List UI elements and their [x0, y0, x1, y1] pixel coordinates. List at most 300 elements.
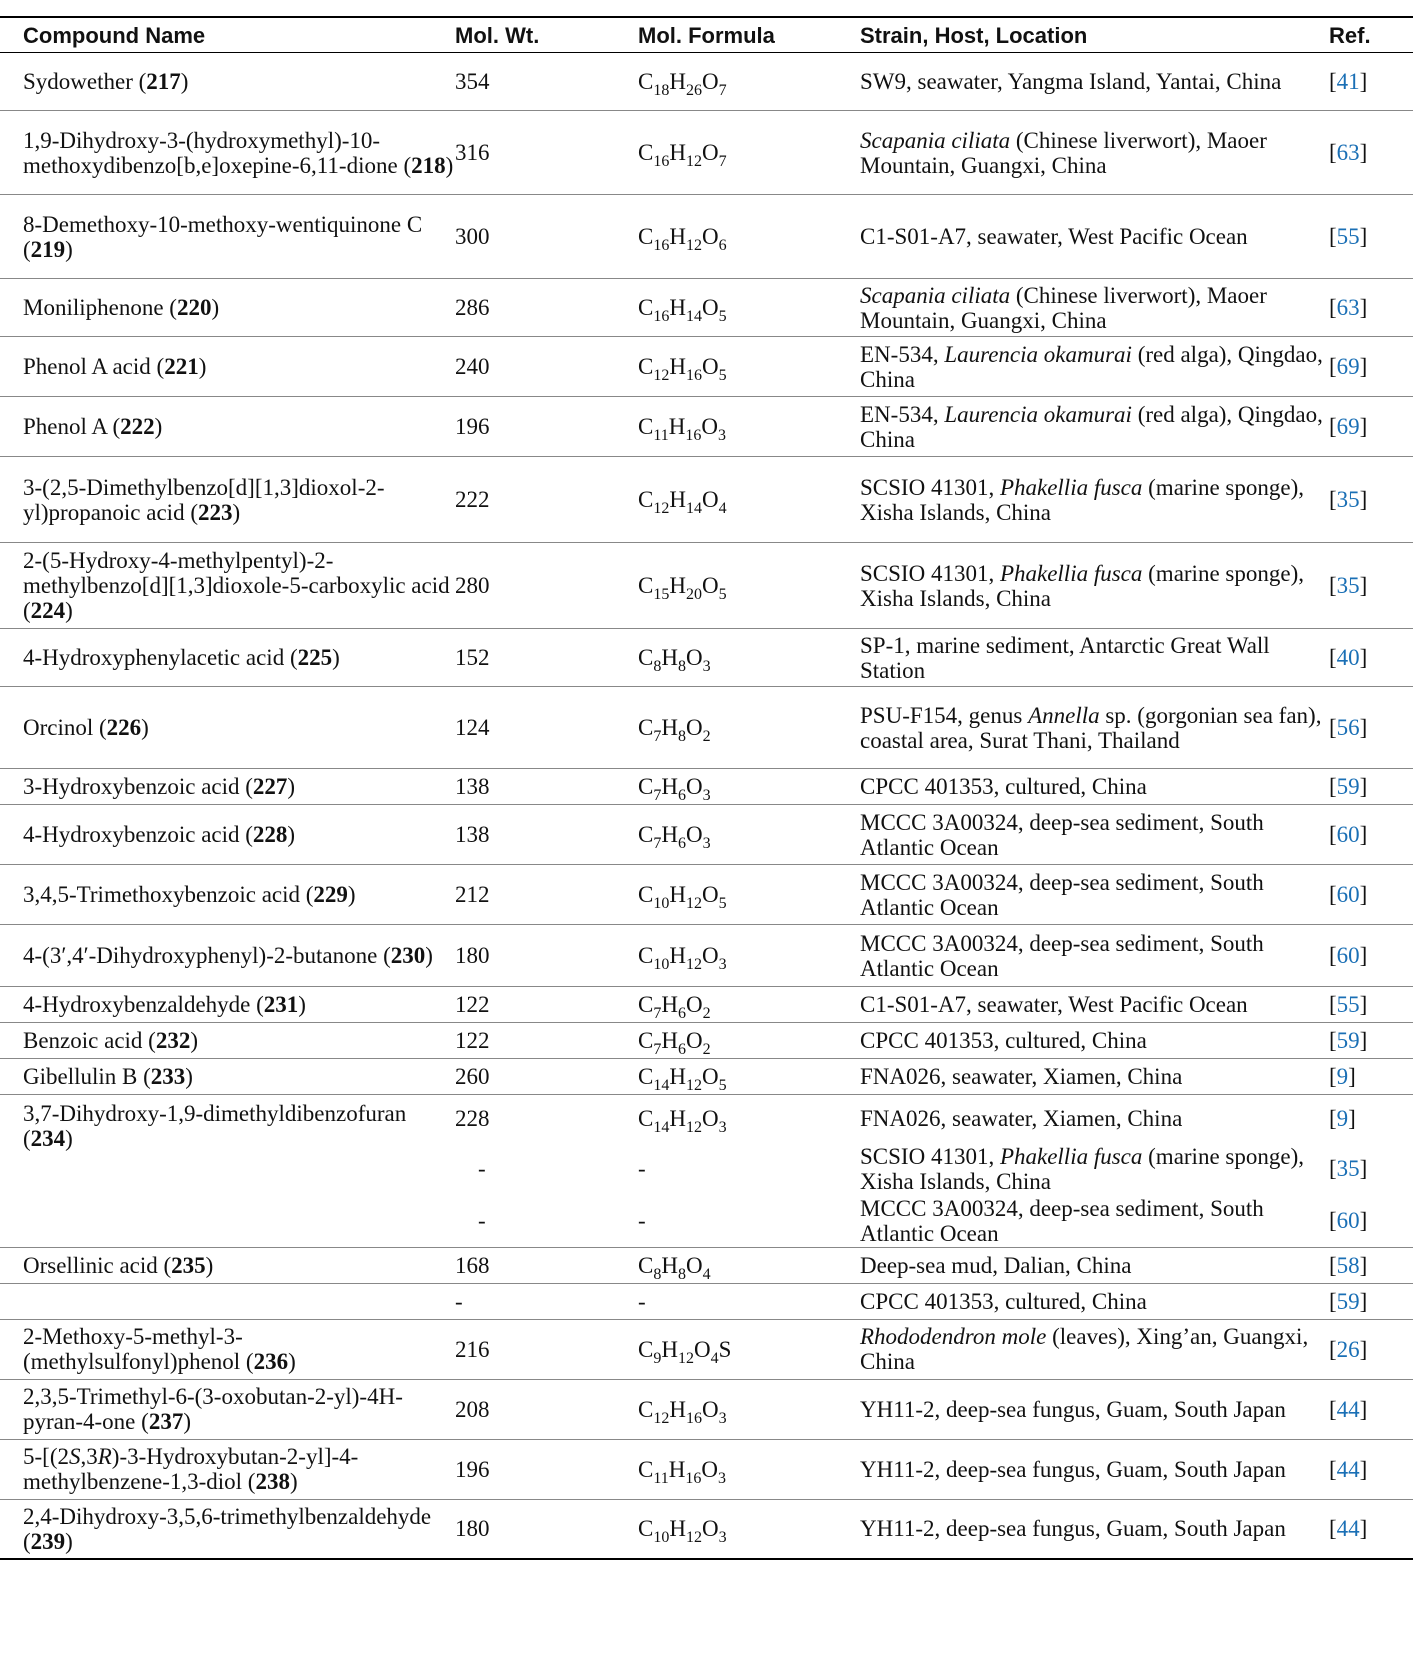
bracket-open: [: [1329, 645, 1337, 670]
mol-wt-cell: [455, 195, 638, 279]
mol-formula-part: 12: [685, 895, 702, 912]
mol-formula-part: 12: [653, 367, 670, 384]
compound-name: 4-Hydroxyphenylacetic acid (: [23, 645, 298, 670]
mol-formula-cell: [638, 1059, 860, 1095]
source-part: C1-S01-A7, seawater, West Pacific Ocean: [860, 992, 1248, 1017]
mol-formula-part: C: [638, 774, 654, 799]
mol-formula-part: O: [701, 1064, 719, 1089]
mol-formula-cell: [638, 1283, 860, 1319]
mol-formula-part: 12: [685, 237, 702, 254]
reference-link[interactable]: 69: [1336, 354, 1360, 379]
mol-formula-cell: [638, 53, 860, 111]
mol-formula-part: 16: [653, 153, 670, 170]
mol-formula-part: H: [661, 1336, 678, 1362]
compound-name: Orcinol (: [23, 715, 107, 740]
header-mol-formula: Mol. Formula: [638, 17, 860, 53]
compound-name-cell: [0, 987, 455, 1023]
source-part: Annella: [1028, 702, 1100, 728]
compound-name-cell: [0, 1247, 455, 1283]
source-part: SCSIO 41301,: [860, 560, 1000, 586]
table-row: [0, 1439, 1413, 1499]
bracket-open: [: [1329, 140, 1337, 165]
mol-wt: -: [478, 1208, 486, 1233]
compound-name-cell: [0, 337, 455, 397]
bracket-open: [: [1329, 822, 1337, 847]
mol-formula-part: 12: [685, 1077, 702, 1094]
compound-number: 225: [297, 645, 333, 670]
mol-formula-part: 4: [718, 500, 727, 517]
mol-wt: 138: [455, 774, 490, 799]
bracket-open: [: [1329, 1456, 1337, 1482]
source-cell: [860, 1195, 1329, 1248]
source-part: EN-534,: [860, 341, 945, 367]
bracket-open: [: [1329, 573, 1337, 598]
mol-formula-part: 9: [653, 1349, 662, 1367]
source-cell: [860, 337, 1329, 397]
compound-name: 4-(3′,4′-Dihydroxyphenyl)-2-butanone (: [23, 943, 391, 968]
reference-link[interactable]: 60: [1336, 822, 1360, 847]
mol-formula-part: C: [638, 1064, 654, 1089]
reference-link[interactable]: 44: [1336, 1516, 1360, 1542]
compound-name-cell: [0, 1023, 455, 1059]
compound-name: 1,9-Dihydroxy-3-(hydroxymethyl)-10-methoxydibenzo[b,e]oxepine-6,11-dione (: [23, 127, 412, 178]
mol-formula-part: C: [638, 414, 654, 439]
bracket-open: [: [1329, 1106, 1337, 1132]
mol-formula-part: -: [638, 1288, 646, 1314]
mol-formula-part: 8: [677, 658, 686, 675]
source-cell: [860, 687, 1329, 769]
mol-formula-part: 3: [718, 1409, 727, 1427]
reference-wrap: [1329, 1156, 1367, 1181]
reference-wrap: [1329, 295, 1367, 320]
reference-wrap: [1329, 1028, 1367, 1053]
reference-link[interactable]: 63: [1336, 295, 1360, 320]
bracket-open: [: [1329, 715, 1337, 740]
compound-name-cell: [0, 457, 455, 543]
mol-formula-part: C: [638, 224, 654, 249]
compound-name: Sydowether (: [23, 69, 147, 94]
mol-formula-cell: [638, 769, 860, 805]
bracket-close: ]: [1359, 69, 1368, 94]
compound-name-cell: [0, 629, 455, 687]
bracket-open: [: [1329, 1516, 1337, 1542]
reference-wrap: [1329, 1397, 1367, 1422]
table-row: [0, 687, 1413, 769]
mol-wt: 286: [455, 295, 490, 320]
bracket-close: ]: [1359, 715, 1368, 740]
bracket-open: [: [1329, 69, 1337, 94]
reference-link[interactable]: 26: [1336, 1336, 1360, 1362]
ref-cell: [1329, 1143, 1413, 1195]
bracket-close: ]: [1359, 645, 1368, 670]
compound-name: Moniliphenone (: [23, 295, 177, 320]
ref-cell: [1329, 337, 1413, 397]
compound-number: 223: [197, 499, 233, 525]
compound-name: Phenol A acid (: [23, 354, 165, 379]
mol-formula-part: 5: [718, 586, 727, 603]
source-part: CPCC 401353, cultured, China: [860, 774, 1147, 799]
mol-wt-cell: [455, 687, 638, 769]
reference-link[interactable]: 58: [1336, 1252, 1360, 1278]
bracket-open: [: [1329, 224, 1337, 249]
mol-formula-cell: [638, 1195, 860, 1248]
reference-link[interactable]: 9: [1336, 1064, 1349, 1089]
mol-formula-part: O: [685, 645, 703, 670]
source-cell: [860, 53, 1329, 111]
compound-name-cell: [0, 769, 455, 805]
mol-formula-cell: [638, 925, 860, 987]
source-part: (Chinese liverwort), Maoer Mountain, Guangxi, China: [860, 282, 1267, 333]
compound-number: 228: [252, 822, 288, 847]
reference-link[interactable]: 59: [1336, 1288, 1360, 1314]
mol-formula-part: H: [661, 645, 678, 670]
bracket-open: [: [1329, 992, 1337, 1017]
table-row: [0, 1319, 1413, 1379]
bracket-close: ]: [1359, 573, 1368, 598]
reference-wrap: [1329, 822, 1367, 847]
mol-formula-part: C: [638, 992, 654, 1017]
mol-wt-cell: [455, 397, 638, 457]
compound-name-cell: [0, 805, 455, 865]
mol-formula-part: 3: [702, 658, 711, 675]
table-row: [0, 53, 1413, 111]
source-cell: [860, 1379, 1329, 1439]
compound-name-cell: [0, 1439, 455, 1499]
mol-formula-part: 5: [718, 1077, 727, 1094]
mol-formula-part: 8: [677, 1265, 686, 1283]
mol-formula-cell: [638, 687, 860, 769]
ref-cell: [1329, 397, 1413, 457]
mol-formula-cell: [638, 457, 860, 543]
source-part: (leaves), Xing’an, Guangxi, China: [860, 1324, 1309, 1374]
mol-formula-part: 7: [653, 1041, 662, 1058]
source-part: (marine sponge), Xisha Islands, China: [860, 474, 1304, 525]
compound-name-close: ): [232, 499, 241, 525]
mol-formula-part: H: [661, 822, 678, 847]
mol-formula-cell: [638, 397, 860, 457]
mol-formula-cell: [638, 543, 860, 629]
mol-formula-part: 18: [653, 82, 670, 99]
ref-cell: [1329, 687, 1413, 769]
compound-number: 219: [30, 236, 66, 262]
compound-name: Gibellulin B (: [23, 1064, 151, 1089]
compound-number: 237: [148, 1409, 184, 1434]
mol-formula-part: H: [669, 1106, 686, 1132]
compound-name-part: S: [68, 1444, 81, 1469]
bracket-open: [: [1329, 487, 1337, 512]
mol-formula-part: 16: [653, 308, 670, 325]
source-part: MCCC 3A00324, deep-sea sediment, South Atlantic Ocean: [860, 869, 1264, 920]
mol-formula-part: O: [685, 992, 703, 1017]
source-part: SP-1, marine sediment, Antarctic Great Wall Station: [860, 632, 1270, 683]
source-part: YH11-2, deep-sea fungus, Guam, South Japan: [860, 1516, 1286, 1542]
mol-formula-part: 3: [702, 787, 711, 804]
mol-formula-part: 3: [718, 427, 726, 444]
mol-formula-part: H: [661, 1028, 678, 1053]
mol-formula-part: 14: [653, 1119, 670, 1137]
mol-formula-cell: [638, 1023, 860, 1059]
source-part: (marine sponge), Xisha Islands, China: [860, 560, 1304, 611]
mol-formula-part: 3: [718, 1469, 726, 1487]
ref-cell: [1329, 1283, 1413, 1319]
reference-wrap: [1329, 645, 1367, 670]
mol-formula-cell: [638, 1247, 860, 1283]
compound-number: 235: [171, 1252, 206, 1278]
table-row: [0, 1247, 1413, 1283]
mol-formula-part: 12: [653, 500, 670, 517]
bracket-close: ]: [1348, 1106, 1356, 1132]
mol-wt-cell: [455, 1195, 638, 1248]
bracket-close: ]: [1359, 882, 1368, 907]
compound-name-cell: [0, 1059, 455, 1095]
table-row: [0, 629, 1413, 687]
ref-cell: [1329, 865, 1413, 925]
mol-formula-part: 3: [702, 835, 711, 852]
reference-wrap: [1329, 487, 1367, 512]
table-row: [0, 1283, 1413, 1319]
mol-formula-part: 10: [653, 1529, 670, 1547]
ref-cell: [1329, 987, 1413, 1023]
reference-link[interactable]: 59: [1336, 774, 1360, 799]
compound-name-close: ): [141, 715, 149, 740]
reference-link[interactable]: 35: [1336, 573, 1360, 598]
reference-wrap: [1329, 943, 1367, 968]
mol-formula-part: O: [701, 295, 719, 320]
reference-link[interactable]: 55: [1336, 224, 1360, 249]
mol-formula-cell: [638, 629, 860, 687]
mol-formula-part: H: [669, 140, 686, 165]
reference-wrap: [1329, 1516, 1367, 1541]
compound-name: 2,3,5-Trimethyl-6-(3-oxobutan-2-yl)-4H-pyran-4-one (: [23, 1384, 403, 1434]
mol-formula-cell: [638, 1143, 860, 1195]
bracket-close: ]: [1359, 943, 1368, 968]
compound-name-close: ): [347, 882, 356, 907]
compound-number: 236: [253, 1349, 289, 1374]
ref-cell: [1329, 1379, 1413, 1439]
mol-wt-cell: [455, 1247, 638, 1283]
mol-wt: 354: [455, 69, 490, 94]
reference-link[interactable]: 41: [1336, 69, 1360, 94]
ref-cell: [1329, 769, 1413, 805]
ref-cell: [1329, 1319, 1413, 1379]
compound-name: 3-Hydroxybenzoic acid (: [23, 774, 253, 799]
source-part: MCCC 3A00324, deep-sea sediment, South Atlantic Ocean: [860, 1195, 1264, 1246]
table-row: [0, 987, 1413, 1023]
compound-name: Benzoic acid (: [23, 1028, 156, 1053]
source-part: FNA026, seawater, Xiamen, China: [860, 1106, 1183, 1132]
reference-wrap: [1329, 224, 1367, 249]
compound-name-close: ): [288, 1349, 296, 1374]
mol-formula-part: 10: [653, 956, 670, 973]
source-cell: [860, 1143, 1329, 1195]
reference-link[interactable]: 35: [1336, 1156, 1360, 1181]
source-part: SW9, seawater, Yangma Island, Yantai, China: [860, 69, 1282, 94]
compound-name-cell: [0, 397, 455, 457]
mol-formula-part: C: [638, 354, 654, 379]
compound-name-close: ): [65, 236, 73, 262]
compound-name-cell: [0, 195, 455, 279]
mol-wt: 212: [455, 882, 490, 907]
header-row: [0, 17, 1413, 53]
source-cell: [860, 769, 1329, 805]
reference-link[interactable]: 59: [1336, 1028, 1360, 1053]
mol-formula-part: O: [701, 354, 719, 379]
mol-wt: 300: [455, 224, 490, 249]
compound-number: 233: [150, 1064, 186, 1089]
bracket-close: ]: [1359, 1156, 1368, 1181]
compound-name-close: ): [287, 774, 296, 799]
mol-formula-part: 3: [718, 956, 727, 973]
mol-formula-part: 5: [718, 895, 727, 912]
mol-formula-part: C: [638, 715, 654, 740]
mol-formula-cell: [638, 1439, 860, 1499]
reference-link[interactable]: 44: [1336, 1396, 1360, 1422]
mol-formula-part: 16: [685, 367, 702, 384]
source-part: YH11-2, deep-sea fungus, Guam, South Japan: [860, 1396, 1286, 1422]
ref-cell: [1329, 1247, 1413, 1283]
mol-formula-part: C: [638, 822, 654, 847]
reference-link[interactable]: 9: [1336, 1106, 1349, 1132]
mol-wt: 122: [455, 992, 490, 1017]
mol-wt: 180: [455, 943, 490, 968]
source-part: SCSIO 41301,: [860, 474, 1000, 500]
mol-formula-part: 8: [677, 728, 686, 745]
bracket-open: [: [1329, 414, 1337, 439]
mol-formula-part: 7: [653, 728, 662, 745]
mol-formula-cell: [638, 805, 860, 865]
mol-wt: 240: [455, 354, 490, 379]
bracket-close: ]: [1359, 224, 1368, 249]
reference-link[interactable]: 60: [1336, 882, 1360, 907]
header-compound-name: Compound Name: [0, 17, 455, 53]
mol-formula-part: 4: [710, 1349, 719, 1367]
bracket-open: [: [1329, 943, 1337, 968]
source-cell: [860, 987, 1329, 1023]
source-part: CPCC 401353, cultured, China: [860, 1288, 1147, 1314]
reference-link[interactable]: 44: [1336, 1456, 1360, 1482]
mol-formula-part: C: [638, 140, 654, 165]
compound-name-close: ): [154, 414, 163, 439]
table-row: [0, 1095, 1413, 1143]
bracket-close: ]: [1359, 1288, 1368, 1314]
source-cell: [860, 1283, 1329, 1319]
source-cell: [860, 195, 1329, 279]
bracket-open: [: [1329, 1396, 1337, 1422]
compound-name-close: ): [180, 69, 189, 94]
bracket-open: [: [1329, 354, 1337, 379]
compound-table: [0, 16, 1413, 1560]
reference-link[interactable]: 55: [1336, 992, 1360, 1017]
reference-link[interactable]: 35: [1336, 487, 1360, 512]
bracket-open: [: [1329, 882, 1337, 907]
reference-link[interactable]: 69: [1336, 414, 1360, 439]
source-part: EN-534,: [860, 401, 945, 427]
reference-wrap: [1329, 774, 1367, 799]
mol-wt: 260: [455, 1064, 490, 1089]
bracket-close: ]: [1359, 1456, 1368, 1482]
mol-formula-part: 2: [702, 1041, 711, 1058]
mol-formula-part: 7: [718, 82, 727, 99]
bracket-close: ]: [1359, 992, 1368, 1017]
source-part: FNA026, seawater, Xiamen, China: [860, 1064, 1183, 1089]
ref-cell: [1329, 1023, 1413, 1059]
source-cell: [860, 925, 1329, 987]
mol-formula-cell: [638, 987, 860, 1023]
reference-link[interactable]: 60: [1336, 1208, 1360, 1233]
compound-name-cell: [0, 111, 455, 195]
mol-formula-part: H: [661, 715, 678, 740]
source-part: Phakellia fusca: [999, 474, 1143, 500]
mol-wt-cell: [455, 279, 638, 337]
mol-formula-part: 12: [685, 153, 702, 170]
compound-number: 224: [30, 598, 66, 623]
mol-formula-part: O: [685, 715, 703, 740]
reference-link[interactable]: 56: [1336, 715, 1360, 740]
mol-formula-part: 3: [718, 1529, 727, 1547]
mol-formula-part: 12: [653, 1409, 670, 1427]
compound-name-close: ): [190, 1028, 198, 1053]
compound-name-close: ): [198, 354, 207, 379]
table-row: [0, 397, 1413, 457]
reference-link[interactable]: 63: [1336, 140, 1360, 165]
bracket-open: [: [1329, 1208, 1337, 1233]
mol-formula-part: 11: [653, 1469, 669, 1487]
compound-name-part: )-3-Hydroxybutan-2-yl]-4-methylbenzene-1,3-diol (: [23, 1444, 359, 1494]
mol-formula-part: 14: [685, 308, 702, 325]
compound-name: 3,7-Dihydroxy-1,9-dimethyldibenzofuran (: [23, 1101, 407, 1151]
table-row: [0, 111, 1413, 195]
mol-formula-cell: [638, 111, 860, 195]
mol-formula-part: C: [638, 1028, 654, 1053]
mol-formula-part: H: [661, 992, 678, 1017]
reference-wrap: [1329, 1064, 1356, 1089]
mol-wt-cell: [455, 337, 638, 397]
mol-formula-cell: [638, 279, 860, 337]
source-cell: [860, 1439, 1329, 1499]
reference-link[interactable]: 40: [1336, 645, 1360, 670]
table-row: [0, 805, 1413, 865]
source-part: Laurencia okamurai: [944, 401, 1132, 427]
mol-formula-part: O: [701, 1106, 719, 1132]
compound-number: 218: [411, 152, 446, 178]
mol-formula-part: 26: [685, 82, 702, 99]
compound-name-part: ,3: [80, 1444, 98, 1469]
source-cell: [860, 865, 1329, 925]
mol-formula-part: C: [638, 487, 654, 512]
header-strain-host-location: Strain, Host, Location: [860, 17, 1329, 53]
mol-formula-part: 14: [685, 500, 702, 517]
source-part: Rhododendron mole: [860, 1324, 1047, 1349]
source-cell: [860, 1059, 1329, 1095]
compound-name: Phenol A (: [23, 414, 121, 439]
compound-number: 217: [146, 69, 181, 94]
mol-formula-part: S: [718, 1336, 732, 1362]
mol-formula-part: 10: [653, 895, 670, 912]
compound-number: 239: [30, 1528, 66, 1554]
reference-link[interactable]: 60: [1336, 943, 1360, 968]
mol-formula-part: C: [638, 69, 654, 94]
compound-name-close: ): [332, 645, 340, 670]
mol-wt: 280: [455, 573, 490, 598]
bracket-close: ]: [1359, 1208, 1368, 1233]
bracket-open: [: [1329, 1064, 1337, 1089]
mol-formula-part: 20: [685, 586, 702, 603]
mol-wt: 208: [455, 1396, 490, 1422]
mol-formula-part: O: [701, 140, 719, 165]
compound-name: 2,4-Dihydroxy-3,5,6-trimethylbenzaldehyde (: [23, 1503, 432, 1554]
source-part: MCCC 3A00324, deep-sea sediment, South Atlantic Ocean: [860, 809, 1264, 860]
mol-formula-part: H: [669, 295, 686, 320]
